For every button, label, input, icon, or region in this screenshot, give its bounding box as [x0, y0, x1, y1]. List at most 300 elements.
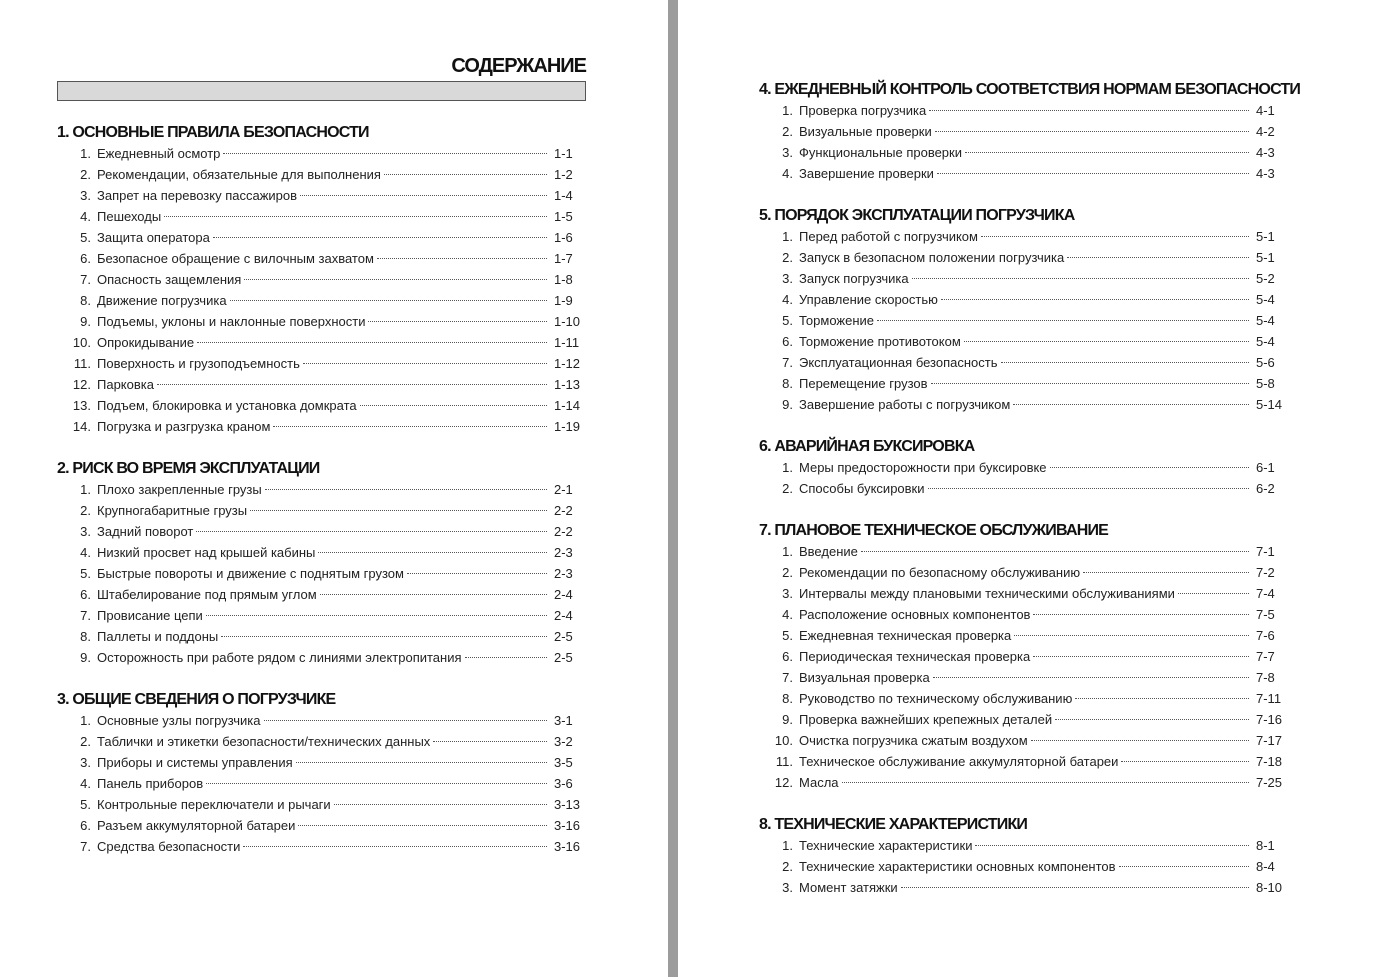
dot-leader — [377, 258, 547, 259]
section-heading[interactable]: 4. ЕЖЕДНЕВНЫЙ КОНТРОЛЬ СООТВЕТСТВИЯ НОРМАМ БЕЗОПАСНОСТИ — [759, 81, 1301, 98]
toc-entry-number: 2. — [782, 481, 793, 496]
toc-entry[interactable] — [57, 521, 580, 542]
toc-entry-number: 5. — [80, 566, 91, 581]
toc-entry-title: Быстрые повороты и движение с поднятым грузом — [97, 566, 404, 581]
toc-entry-page: 4-3 — [1256, 166, 1275, 181]
toc-entry-page: 2-5 — [554, 650, 573, 665]
toc-entry-page: 5-2 — [1256, 271, 1275, 286]
toc-entry-page: 3-5 — [554, 755, 573, 770]
dot-leader — [298, 825, 547, 826]
dot-leader — [300, 195, 547, 196]
toc-entry-page: 7-8 — [1256, 670, 1275, 685]
toc-entry-title: Перемещение грузов — [799, 376, 928, 391]
toc-entry[interactable] — [759, 142, 1282, 163]
dot-leader — [861, 551, 1249, 552]
toc-entry[interactable] — [57, 395, 580, 416]
dot-leader — [360, 405, 547, 406]
dot-leader — [407, 573, 547, 574]
toc-entry[interactable] — [57, 605, 580, 626]
dot-leader — [221, 636, 547, 637]
dot-leader — [928, 488, 1249, 489]
dot-leader — [1055, 719, 1249, 720]
toc-entry-number: 1. — [80, 713, 91, 728]
toc-entry-number: 7. — [80, 839, 91, 854]
toc-entry-number: 5. — [80, 230, 91, 245]
toc-entry-page: 8-10 — [1256, 880, 1283, 895]
toc-entry[interactable] — [57, 416, 580, 437]
toc-entry-page: 1-10 — [554, 314, 581, 329]
toc-entry[interactable] — [759, 877, 1282, 898]
toc-section — [57, 122, 580, 437]
toc-entry-title: Технические характеристики основных компонентов — [799, 859, 1116, 874]
toc-entry[interactable] — [759, 583, 1282, 604]
page-gutter — [668, 0, 678, 977]
dot-leader — [1014, 635, 1249, 636]
dot-leader — [935, 131, 1249, 132]
section-heading[interactable]: 2. РИСК ВО ВРЕМЯ ЭКСПЛУАТАЦИИ — [57, 460, 320, 477]
toc-entry-page: 5-4 — [1256, 292, 1275, 307]
dot-leader — [206, 783, 547, 784]
dot-leader — [465, 657, 547, 658]
dot-leader — [981, 236, 1249, 237]
toc-entry[interactable] — [57, 563, 580, 584]
toc-entry[interactable] — [759, 562, 1282, 583]
toc-entry-number: 9. — [80, 314, 91, 329]
dot-leader — [157, 384, 547, 385]
dot-leader — [273, 426, 547, 427]
toc-entry[interactable] — [759, 856, 1282, 877]
toc-entry[interactable] — [57, 374, 580, 395]
toc-entry-number: 4. — [80, 209, 91, 224]
toc-entry-page: 7-25 — [1256, 775, 1283, 790]
dot-leader — [264, 720, 547, 721]
toc-entry[interactable] — [759, 310, 1282, 331]
toc-entry[interactable] — [57, 227, 580, 248]
toc-entry-title: Осторожность при работе рядом с линиями электропитания — [97, 650, 462, 665]
dot-leader — [1050, 467, 1249, 468]
toc-entry-title: Функциональные проверки — [799, 145, 962, 160]
toc-entry-title: Погрузка и разгрузка краном — [97, 419, 271, 434]
toc-entry-page: 5-14 — [1256, 397, 1283, 412]
toc-entry-number: 8. — [782, 376, 793, 391]
dot-leader — [230, 300, 547, 301]
dot-leader — [842, 782, 1249, 783]
toc-entry-number: 10. — [774, 733, 793, 748]
toc-entry-title: Завершение работы с погрузчиком — [799, 397, 1011, 412]
toc-entry-title: Проверка погрузчика — [799, 103, 927, 118]
toc-entry-number: 2. — [782, 250, 793, 265]
toc-entry-title: Подъемы, уклоны и наклонные поверхности — [97, 314, 366, 329]
toc-entry-number: 10. — [72, 335, 91, 350]
toc-entry-title: Способы буксировки — [799, 481, 925, 496]
dot-leader — [937, 173, 1249, 174]
toc-entry-page: 7-16 — [1256, 712, 1283, 727]
toc-entry-number: 5. — [80, 797, 91, 812]
toc-entry[interactable] — [759, 772, 1282, 793]
toc-entry-number: 2. — [80, 734, 91, 749]
section-heading[interactable]: 6. АВАРИЙНАЯ БУКСИРОВКА — [759, 438, 975, 455]
toc-section — [759, 79, 1301, 184]
dot-leader — [213, 237, 547, 238]
toc-entry-page: 2-2 — [554, 524, 573, 539]
document-title: СОДЕРЖАНИЕ — [451, 55, 586, 77]
toc-entry-page: 6-1 — [1256, 460, 1275, 475]
toc-entry-number: 4. — [782, 292, 793, 307]
toc-entry[interactable] — [759, 121, 1282, 142]
toc-entry-title: Низкий просвет над крышей кабины — [97, 545, 316, 560]
toc-entry-list — [759, 100, 1282, 184]
toc-entry-page: 3-16 — [554, 818, 581, 833]
dot-leader — [318, 552, 547, 553]
toc-entry-page: 1-6 — [554, 230, 573, 245]
toc-entry-title: Управление скоростью — [799, 292, 938, 307]
toc-entry[interactable] — [57, 731, 580, 752]
dot-leader — [941, 299, 1249, 300]
toc-entry-page: 2-1 — [554, 482, 573, 497]
dot-leader — [1121, 761, 1249, 762]
toc-entry[interactable] — [57, 185, 580, 206]
dot-leader — [243, 846, 547, 847]
toc-entry-number: 1. — [782, 460, 793, 475]
toc-entry-number: 3. — [80, 524, 91, 539]
section-heading[interactable]: 7. ПЛАНОВОЕ ТЕХНИЧЕСКОЕ ОБСЛУЖИВАНИЕ — [759, 522, 1109, 539]
toc-entry-title: Рекомендации по безопасному обслуживанию — [799, 565, 1081, 580]
toc-entry[interactable] — [759, 100, 1282, 121]
toc-entry-title: Основные узлы погрузчика — [97, 713, 261, 728]
toc-entry-title: Провисание цепи — [97, 608, 203, 623]
toc-entry-page: 7-6 — [1256, 628, 1275, 643]
dot-leader — [1033, 656, 1249, 657]
toc-entry[interactable] — [57, 143, 580, 164]
toc-entry[interactable] — [57, 269, 580, 290]
dot-leader — [1178, 593, 1249, 594]
toc-section — [759, 814, 1282, 898]
toc-entry[interactable] — [57, 815, 580, 836]
toc-entry-page: 5-6 — [1256, 355, 1275, 370]
toc-entry-page: 1-2 — [554, 167, 573, 182]
toc-entry-page: 7-18 — [1256, 754, 1283, 769]
toc-entry-title: Безопасное обращение с вилочным захватом — [97, 251, 374, 266]
toc-entry-page: 1-11 — [554, 335, 580, 350]
toc-entry-title: Масла — [799, 775, 839, 790]
toc-entry-title: Торможение противотоком — [799, 334, 961, 349]
dot-leader — [1083, 572, 1249, 573]
dot-leader — [912, 278, 1249, 279]
toc-entry-number: 1. — [80, 146, 91, 161]
section-heading[interactable]: 5. ПОРЯДОК ЭКСПЛУАТАЦИИ ПОГРУЗЧИКА — [759, 207, 1075, 224]
toc-entry-number: 3. — [80, 188, 91, 203]
toc-entry-title: Опрокидывание — [97, 335, 195, 350]
toc-entry[interactable] — [759, 709, 1282, 730]
toc-entry-number: 13. — [72, 398, 91, 413]
toc-entry-page: 1-5 — [554, 209, 573, 224]
toc-entry[interactable] — [57, 479, 580, 500]
toc-entry-number: 8. — [80, 629, 91, 644]
toc-entry[interactable] — [759, 226, 1282, 247]
toc-entry-title: Расположение основных компонентов — [799, 607, 1031, 622]
dot-leader — [368, 321, 547, 322]
toc-entry-page: 7-4 — [1256, 586, 1275, 601]
toc-entry[interactable] — [57, 353, 580, 374]
toc-entry[interactable] — [57, 311, 580, 332]
toc-entry-number: 1. — [782, 229, 793, 244]
toc-entry-title: Паллеты и поддоны — [97, 629, 219, 644]
toc-entry-number: 11. — [73, 356, 91, 371]
toc-entry-page: 2-2 — [554, 503, 573, 518]
toc-entry-page: 5-4 — [1256, 334, 1275, 349]
toc-entry-number: 9. — [782, 712, 793, 727]
toc-entry-number: 9. — [80, 650, 91, 665]
toc-entry-number: 12. — [774, 775, 793, 790]
toc-entry-title: Очистка погрузчика сжатым воздухом — [799, 733, 1028, 748]
toc-entry-title: Рекомендации, обязательные для выполнения — [97, 167, 381, 182]
toc-entry-title: Ежедневная техническая проверка — [799, 628, 1012, 643]
toc-entry-number: 6. — [80, 251, 91, 266]
toc-entry-page: 7-11 — [1256, 691, 1282, 706]
toc-entry-number: 7. — [80, 272, 91, 287]
toc-entry-page: 1-8 — [554, 272, 573, 287]
toc-entry-title: Пешеходы — [97, 209, 162, 224]
dot-leader — [1067, 257, 1249, 258]
toc-entry-title: Техническое обслуживание аккумуляторной батареи — [799, 754, 1119, 769]
dot-leader — [296, 762, 547, 763]
toc-entry-page: 3-16 — [554, 839, 581, 854]
toc-entry-number: 6. — [80, 818, 91, 833]
dot-leader — [1001, 362, 1249, 363]
toc-entry-number: 1. — [782, 103, 793, 118]
toc-entry-page: 8-1 — [1256, 838, 1275, 853]
dot-leader — [877, 320, 1249, 321]
toc-entry-number: 2. — [80, 503, 91, 518]
toc-section — [57, 458, 580, 668]
toc-entry[interactable] — [759, 730, 1282, 751]
toc-entry-title: Проверка важнейших крепежных деталей — [799, 712, 1053, 727]
toc-entry-title: Введение — [799, 544, 858, 559]
toc-entry[interactable] — [759, 247, 1282, 268]
toc-entry-title: Подъем, блокировка и установка домкрата — [97, 398, 357, 413]
toc-entry-list — [759, 226, 1282, 415]
toc-entry[interactable] — [57, 500, 580, 521]
toc-entry[interactable] — [57, 332, 580, 353]
toc-entry-title: Запуск погрузчика — [799, 271, 909, 286]
toc-entry[interactable] — [57, 710, 580, 731]
dot-leader — [206, 615, 547, 616]
section-heading[interactable]: 1. ОСНОВНЫЕ ПРАВИЛА БЕЗОПАСНОСТИ — [57, 124, 369, 141]
toc-entry-title: Плохо закрепленные грузы — [97, 482, 262, 497]
toc-entry-list — [759, 541, 1282, 793]
toc-entry-title: Визуальная проверка — [799, 670, 930, 685]
toc-section — [759, 520, 1282, 793]
toc-entry-number: 5. — [782, 628, 793, 643]
toc-entry-title: Опасность защемления — [97, 272, 242, 287]
toc-entry-title: Задний поворот — [97, 524, 194, 539]
toc-entry[interactable] — [57, 584, 580, 605]
toc-entry[interactable] — [759, 646, 1282, 667]
toc-entry-title: Движение погрузчика — [97, 293, 227, 308]
toc-entry-page: 7-1 — [1256, 544, 1275, 559]
toc-entry-number: 2. — [782, 124, 793, 139]
dot-leader — [931, 383, 1249, 384]
dot-leader — [965, 152, 1249, 153]
toc-entry-page: 1-4 — [554, 188, 573, 203]
toc-entry-title: Приборы и системы управления — [97, 755, 293, 770]
toc-entry[interactable] — [759, 331, 1282, 352]
dot-leader — [303, 363, 547, 364]
toc-entry[interactable] — [759, 373, 1282, 394]
toc-entry[interactable] — [759, 604, 1282, 625]
toc-entry-title: Штабелирование под прямым углом — [97, 587, 317, 602]
toc-entry-page: 2-4 — [554, 587, 573, 602]
toc-entry-page: 4-1 — [1256, 103, 1275, 118]
toc-entry-title: Периодическая техническая проверка — [799, 649, 1031, 664]
toc-entry-number: 8. — [782, 691, 793, 706]
toc-entry-number: 4. — [782, 607, 793, 622]
toc-entry-page: 5-1 — [1256, 250, 1275, 265]
toc-entry[interactable] — [759, 751, 1282, 772]
dot-leader — [197, 342, 547, 343]
toc-entry[interactable] — [759, 394, 1282, 415]
toc-entry-page: 4-3 — [1256, 145, 1275, 160]
toc-entry-number: 3. — [782, 271, 793, 286]
toc-entry[interactable] — [759, 688, 1282, 709]
toc-entry[interactable] — [759, 667, 1282, 688]
section-heading[interactable]: 8. ТЕХНИЧЕСКИЕ ХАРАКТЕРИСТИКИ — [759, 816, 1028, 833]
toc-entry-number: 4. — [782, 166, 793, 181]
toc-entry-list — [57, 143, 580, 437]
toc-entry-page: 8-4 — [1256, 859, 1275, 874]
toc-entry-page: 3-13 — [554, 797, 581, 812]
dot-leader — [244, 279, 547, 280]
toc-entry-number: 3. — [80, 755, 91, 770]
toc-entry-title: Запуск в безопасном положении погрузчика — [799, 250, 1065, 265]
toc-entry[interactable] — [759, 268, 1282, 289]
toc-entry-list — [759, 835, 1282, 898]
toc-entry[interactable] — [57, 542, 580, 563]
toc-entry-number: 3. — [782, 880, 793, 895]
toc-section — [57, 689, 580, 857]
toc-entry-page: 3-6 — [554, 776, 573, 791]
toc-entry-page: 1-12 — [554, 356, 581, 371]
toc-entry[interactable] — [759, 541, 1282, 562]
toc-entry-number: 14. — [72, 419, 91, 434]
toc-entry-number: 2. — [782, 565, 793, 580]
toc-entry-page: 5-1 — [1256, 229, 1275, 244]
toc-entry[interactable] — [57, 290, 580, 311]
toc-section — [759, 436, 1282, 499]
toc-entry[interactable] — [57, 248, 580, 269]
toc-entry-page: 5-8 — [1256, 376, 1275, 391]
toc-entry-number: 5. — [782, 313, 793, 328]
toc-entry-title: Перед работой с погрузчиком — [799, 229, 978, 244]
dot-leader — [250, 510, 547, 511]
dot-leader — [1031, 740, 1249, 741]
dot-leader — [334, 804, 547, 805]
toc-entry-page: 1-19 — [554, 419, 581, 434]
dot-leader — [164, 216, 547, 217]
toc-entry-page: 2-3 — [554, 545, 573, 560]
toc-entry[interactable] — [57, 206, 580, 227]
toc-entry[interactable] — [759, 835, 1282, 856]
toc-entry[interactable] — [759, 352, 1282, 373]
toc-entry[interactable] — [57, 647, 580, 668]
toc-section — [759, 205, 1282, 415]
toc-entry-page: 1-1 — [554, 146, 573, 161]
dot-leader — [975, 845, 1249, 846]
toc-entry-title: Разъем аккумуляторной батареи — [97, 818, 296, 833]
toc-entry[interactable] — [759, 163, 1282, 184]
toc-entry[interactable] — [57, 164, 580, 185]
dot-leader — [196, 531, 547, 532]
dot-leader — [384, 174, 547, 175]
toc-entry-title: Парковка — [97, 377, 154, 392]
toc-entry[interactable] — [57, 626, 580, 647]
toc-entry-title: Таблички и этикетки безопасности/технических данных — [97, 734, 431, 749]
toc-entry-number: 1. — [782, 838, 793, 853]
toc-entry-number: 2. — [80, 167, 91, 182]
toc-entry-number: 7. — [782, 355, 793, 370]
toc-entry-title: Поверхность и грузоподъемность — [97, 356, 300, 371]
toc-entry-page: 7-5 — [1256, 607, 1275, 622]
title-underline-bar — [57, 81, 586, 101]
toc-entry[interactable] — [759, 625, 1282, 646]
toc-entry[interactable] — [57, 794, 580, 815]
dot-leader — [929, 110, 1249, 111]
toc-entry-page: 2-3 — [554, 566, 573, 581]
toc-entry-page: 1-7 — [554, 251, 573, 266]
dot-leader — [1119, 866, 1249, 867]
toc-entry-list — [759, 457, 1282, 499]
dot-leader — [901, 887, 1249, 888]
toc-entry[interactable] — [759, 478, 1282, 499]
toc-entry-page: 1-13 — [554, 377, 581, 392]
toc-entry-number: 3. — [782, 586, 793, 601]
toc-entry-page: 6-2 — [1256, 481, 1275, 496]
toc-entry[interactable] — [57, 836, 580, 857]
toc-entry-number: 2. — [782, 859, 793, 874]
toc-entry-list — [57, 479, 580, 668]
dot-leader — [223, 153, 547, 154]
toc-entry-number: 1. — [80, 482, 91, 497]
toc-entry-number: 8. — [80, 293, 91, 308]
toc-entry-title: Панель приборов — [97, 776, 204, 791]
toc-entry-title: Момент затяжки — [799, 880, 898, 895]
toc-entry-number: 7. — [782, 670, 793, 685]
dot-leader — [1033, 614, 1249, 615]
toc-entry[interactable] — [759, 289, 1282, 310]
toc-entry-page: 2-5 — [554, 629, 573, 644]
toc-entry-list — [57, 710, 580, 857]
toc-entry[interactable] — [57, 773, 580, 794]
toc-entry-number: 11. — [775, 754, 793, 769]
toc-entry-title: Меры предосторожности при буксировке — [799, 460, 1047, 475]
dot-leader — [933, 677, 1249, 678]
toc-entry-title: Интервалы между плановыми техническими обслуживаниями — [799, 586, 1175, 601]
section-heading[interactable]: 3. ОБЩИЕ СВЕДЕНИЯ О ПОГРУЗЧИКЕ — [57, 691, 336, 708]
toc-entry-number: 9. — [782, 397, 793, 412]
toc-entry-page: 3-1 — [554, 713, 573, 728]
toc-entry-number: 3. — [782, 145, 793, 160]
dot-leader — [265, 489, 547, 490]
toc-entry[interactable] — [759, 457, 1282, 478]
toc-entry-title: Ежедневный осмотр — [97, 146, 221, 161]
toc-entry-title: Запрет на перевозку пассажиров — [97, 188, 298, 203]
toc-entry-page: 3-2 — [554, 734, 573, 749]
toc-entry-title: Визуальные проверки — [799, 124, 932, 139]
toc-entry-page: 5-4 — [1256, 313, 1275, 328]
toc-entry-page: 1-9 — [554, 293, 573, 308]
toc-entry[interactable] — [57, 752, 580, 773]
toc-entry-title: Контрольные переключатели и рычаги — [97, 797, 331, 812]
